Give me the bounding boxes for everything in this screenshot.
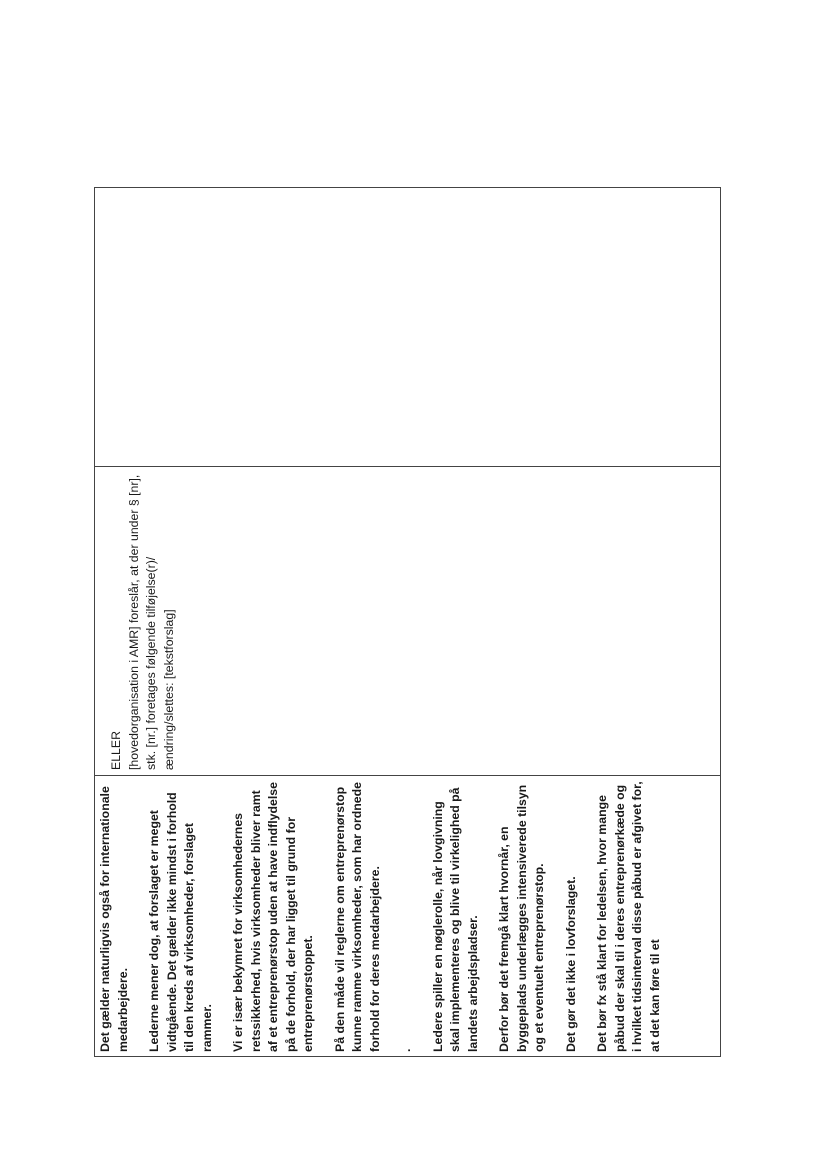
commentary-paragraph: Vi er især bekymret for virksomhedernes retssikkerhed, hvis virksomheder bliver ramt af et entreprenørstop uden at have indflydelse på de forhold, der har ligget til grund for entreprenørstoppet.	[231, 782, 315, 1052]
commentary-paragraph: Det bør fx stå klart for ledelsen, hvor mange påbud der skal til i deres entreprenørkæde og i hvilket tidsinterval disse påbud er afgivet for, at det kan føre til et	[595, 781, 662, 1052]
commentary-paragraph: Derfor bør det fremgå klart hvornår, en byggeplads underlægges intensiverede tilsyn og et eventuelt entreprenørstop.	[497, 784, 546, 1052]
commentary-column	[97, 780, 678, 1052]
proposal-heading: ELLER	[109, 731, 123, 770]
commentary-paragraph: Det gør det ikke i lovforslaget.	[563, 876, 578, 1052]
proposal-text: [hovedorganisation i AMR] foreslår, at der under § [nr], stk. [nr.] foretages følgende tilføjelse(r)/ændring/slettes: [tekstforslag]	[126, 474, 176, 770]
column-divider	[94, 466, 721, 467]
commentary-paragraph: Lederne mener dog, at forslaget er meget vidtgående. Det gælder ikke mindst i forhold til den kreds af virksomheder, forslaget rammer.	[147, 792, 214, 1052]
column-divider	[94, 775, 721, 776]
commentary-paragraph: .	[399, 1048, 413, 1052]
commentary-paragraph: Ledere spiller en nøglerolle, når lovgivning skal implementeres og blive til virkelighed på landets arbejdspladser.	[430, 787, 480, 1052]
commentary-paragraph: Det gælder naturligvis også for internationale medarbejdere.	[98, 786, 130, 1052]
commentary-paragraph: På den måde vil reglerne om entreprenørstop kunne ramme virksomheder, som har ordnede forhold for deres medarbejdere.	[332, 782, 382, 1052]
proposal-column	[108, 470, 178, 770]
